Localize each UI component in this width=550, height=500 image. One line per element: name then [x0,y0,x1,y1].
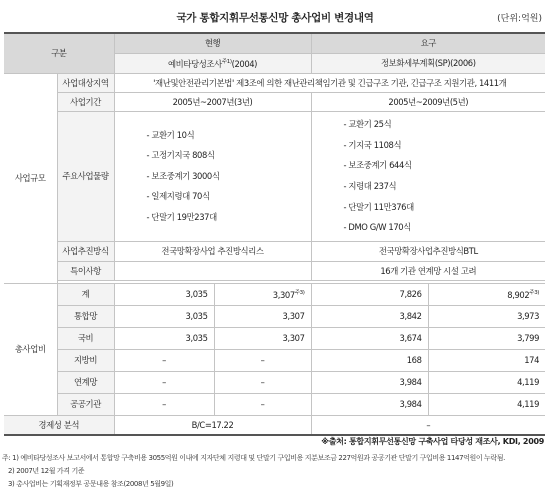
list-item: - 교환기 25식 [343,119,392,130]
header-current-sub [114,53,311,73]
footnote-2: 2) 2007년 12월 가격 기준 [8,467,85,475]
list-main-request [311,111,545,241]
cost-network-request-1: 3,842 [311,305,428,327]
cost-public-request-2: 4,119 [428,393,545,415]
label-period: 사업기간 [57,92,114,111]
value-special-request: 16개 기관 연계망 시설 고려 [311,261,545,280]
row-cost-public [4,393,545,415]
value-method-request: 전국망확장사업추진방식BTL [311,241,545,261]
header-category: 구분 [4,33,114,73]
row-cost-network [4,305,545,327]
unit-label: (단위:억원) [497,14,542,24]
cost-national-current-1: 3,035 [114,327,214,349]
row-cost-national [4,327,545,349]
cost-national-current-2: 3,307 [214,327,311,349]
header-current-sub-text: 예비타당성조사 [167,58,222,69]
row-special [4,261,545,280]
label-economics: 경제성 분석 [4,415,114,435]
cost-total-request-1: 7,826 [311,283,428,305]
header-request-sub: 정보화세부계획(SP)(2006) [311,53,545,73]
label-cost-local: 지방비 [57,349,114,371]
cost-total-request-2 [428,283,545,305]
cost-network-request-2: 3,973 [428,305,545,327]
value-economics-request: – [311,415,545,435]
row-cost-total [4,283,545,305]
list-item: - 단말기 19만237대 [146,211,217,222]
row-target-area [4,73,545,92]
label-cost-total: 계 [57,283,114,305]
cost-link-request-2: 4,119 [428,371,545,393]
label-target-area: 사업대상지역 [57,73,114,92]
source-note: ※출처: 통합지휘무선통신망 구축사업 타당성 재조사, KDI, 2009 [321,437,544,446]
value-period-request: 2005년~2009년(5년) [311,92,545,111]
list-item: - 지령대 237식 [343,181,397,191]
value-special-current [114,261,311,280]
cost-total-request-2-note: 주3) [529,290,540,297]
label-cost-network: 통합망 [57,305,114,327]
list-item: - 보조중계기 644식 [343,160,412,171]
value-target-area: '재난및안전관리기본법' 제3조에 의한 재난관리책임기관 및 긴급구조 기관, 긴급구조 지원기관, 1411개 [114,73,545,92]
row-cost-local [4,349,545,371]
label-main-quantity: 주요사업물량 [57,111,114,241]
header-request: 요구 [311,33,545,53]
group-scale: 사업규모 [4,73,57,283]
row-period [4,92,545,111]
header-current-note: 주1) [221,58,232,65]
cost-public-current-1: – [114,393,214,415]
cost-total-current-1: 3,035 [114,283,214,305]
cost-national-request-1: 3,674 [311,327,428,349]
cost-link-current-2: – [214,371,311,393]
value-method-current: 전국망확장사업 추진방식리스 [114,241,311,261]
cost-network-current-1: 3,035 [114,305,214,327]
row-main-quantity [4,111,545,241]
cost-local-request-1: 168 [311,349,428,371]
footnote-1: 주: 1) 예비타당성조사 보고서에서 통합망 구축비용 3055억원 이내에 지자단체 지령대 및 단말기 구입비용 지분보조금 227억원과 공공기관 단말기 구입비용 1147억원이 누락됨. [2,454,505,462]
cost-local-current-2: – [214,349,311,371]
label-cost-public: 공공기관 [57,393,114,415]
label-special: 특이사항 [57,261,114,280]
cost-link-request-1: 3,984 [311,371,428,393]
header-current: 현행 [114,33,311,53]
list-item: - 교환기 10식 [146,129,195,140]
row-cost-link [4,371,545,393]
cost-total-current-2-note: 주3) [294,290,305,297]
list-item: - 보조중계기 3000식 [146,170,220,181]
cost-public-request-1: 3,984 [311,393,428,415]
cost-local-current-1: – [114,349,214,371]
list-item: - DMO G/W 170식 [343,222,411,233]
label-cost-link: 연계망 [57,371,114,393]
budget-change-table [4,32,545,436]
label-cost-national: 국비 [57,327,114,349]
header-row [4,33,545,53]
cost-public-current-2: – [214,393,311,415]
row-economics [4,415,545,435]
row-method [4,241,545,261]
cost-network-current-2: 3,307 [214,305,311,327]
footnotes [2,452,505,491]
list-item: - 일제지령대 70식 [146,191,210,202]
list-main-current [114,111,311,241]
page-title: 국가 통합지휘무선통신망 총사업비 변경내역 [176,12,374,24]
cost-national-request-2: 3,799 [428,327,545,349]
list-item: - 단말기 11만376대 [343,201,414,212]
cost-total-request-2-value: 8,902 [507,289,530,300]
cost-total-current-2 [214,283,311,305]
cost-local-request-2: 174 [428,349,545,371]
list-item: - 기지국 1108식 [343,139,402,150]
cost-link-current-1: – [114,371,214,393]
value-period-current: 2005년~2007년(3년) [114,92,311,111]
group-cost: 총사업비 [4,283,57,415]
header-current-year: (2004) [231,58,258,69]
value-economics-current: B/C=17.22 [114,415,311,435]
label-method: 사업추진방식 [57,241,114,261]
cost-total-current-2-value: 3,307 [272,289,295,300]
list-item: - 고정기지국 808식 [146,150,215,161]
footnote-3: 3) 총사업비는 기획재정부 공문내용 참조(2008년 5월9일) [8,480,174,488]
